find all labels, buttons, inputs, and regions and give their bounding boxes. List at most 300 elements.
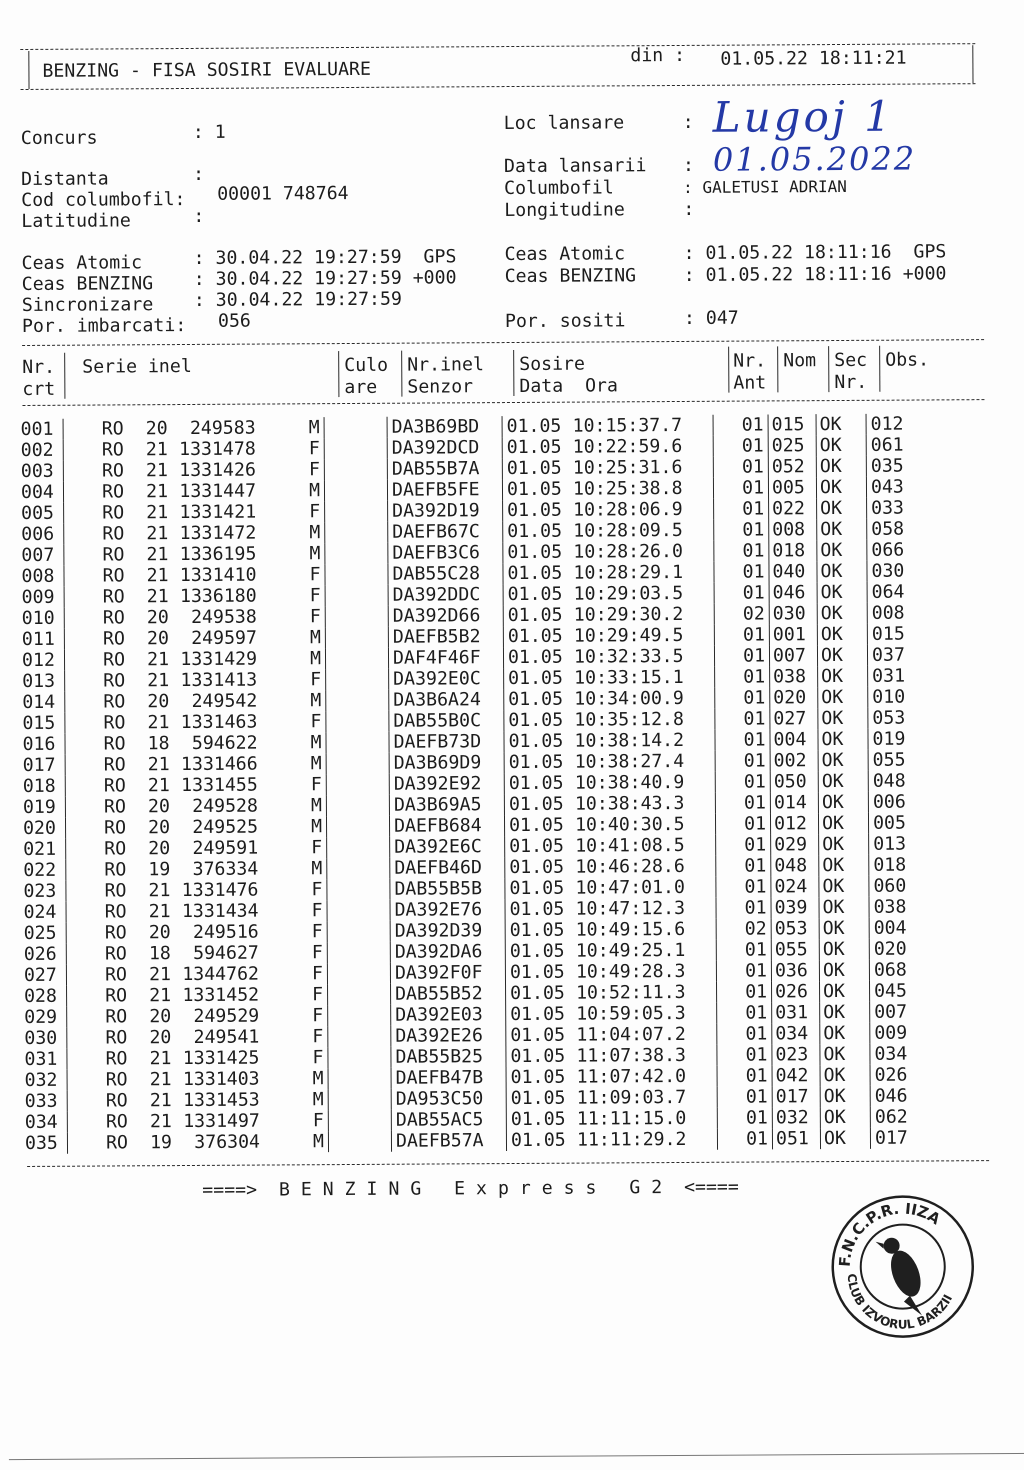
cell-sec: OK <box>817 519 867 540</box>
cell-date: 01.05 <box>504 689 575 710</box>
cell-ant: 01 <box>715 708 770 729</box>
cell-sex: F <box>312 1047 324 1069</box>
cell-sex: F <box>310 774 322 796</box>
cell-yy: 21 <box>149 985 172 1007</box>
cell-nom: 039 <box>771 897 819 918</box>
cell-time: 10:49:28.3 <box>575 960 686 983</box>
cell-sec: OK <box>819 918 869 939</box>
concurs-label: Concurs <box>20 127 98 150</box>
cell-nom: 018 <box>769 540 817 561</box>
cell-cc: RO <box>67 1111 130 1132</box>
th-sep-2 <box>338 351 339 397</box>
cell-time: 10:32:33.5 <box>573 645 684 668</box>
cell-yy: 21 <box>145 460 168 482</box>
th-nr-ant-1: Nr. <box>733 350 767 372</box>
cell-sensor: DA392E6C <box>390 836 505 858</box>
loc-lansare-colon: : <box>682 111 694 133</box>
cell-obs: 046 <box>870 1085 965 1107</box>
cell-nom: 012 <box>770 813 818 834</box>
porumbei-sositi-value: : 047 <box>683 307 739 329</box>
cell-sex: F <box>309 564 321 586</box>
cell-obs: 038 <box>869 896 964 918</box>
porumbei-imbarcati-value: 056 <box>217 310 251 332</box>
cell-nr: 029 <box>24 1006 58 1028</box>
cell-time: 10:25:38.8 <box>572 477 683 500</box>
cell-ant: 01 <box>714 624 769 645</box>
cell-obs: 058 <box>867 518 962 540</box>
cell-sex: M <box>310 690 322 712</box>
cell-cc: RO <box>66 859 129 880</box>
cell-yy: 20 <box>148 817 171 839</box>
ceas-atomic-start-value: : 30.04.22 19:27:59 GPS <box>193 246 457 269</box>
th-sosire-1: Sosire <box>519 353 585 375</box>
ceas-benzing-start-value: : 30.04.22 19:27:59 +000 <box>193 267 457 290</box>
cell-sex: F <box>310 711 322 733</box>
cell-sec: OK <box>816 456 866 477</box>
cell-cc: RO <box>67 1048 130 1069</box>
cell-nr: 034 <box>24 1111 58 1133</box>
cell-culoare <box>325 648 388 669</box>
cell-date: 01.05 <box>505 857 576 878</box>
cell-sec: OK <box>819 855 869 876</box>
cell-cc: RO <box>63 460 126 481</box>
cell-yy: 21 <box>146 502 169 524</box>
cell-time: 10:35:12.8 <box>574 708 684 731</box>
cell-culoare <box>328 1047 391 1068</box>
cell-obs: 053 <box>868 707 963 729</box>
th-sep-8 <box>879 346 880 392</box>
cell-nr: 032 <box>24 1069 58 1091</box>
cell-ant: 01 <box>715 792 770 813</box>
cell-date: 01.05 <box>506 1004 577 1025</box>
cell-obs: 005 <box>868 812 963 834</box>
cell-time: 10:34:00.9 <box>574 687 684 710</box>
cell-yy: 21 <box>148 880 171 902</box>
cell-cc: RO <box>64 565 127 586</box>
cell-date: 01.05 <box>506 1067 577 1088</box>
cell-nom: 048 <box>771 855 819 876</box>
cell-ring: 594627 <box>193 942 259 964</box>
report-title: BENZING - FISA SOSIRI EVALUARE <box>42 58 371 82</box>
cell-sensor: DAB55B52 <box>391 983 506 1005</box>
cell-sensor: DA3B69BD <box>387 416 502 438</box>
cell-sex: F <box>309 501 321 523</box>
header-bottom-border <box>21 83 976 90</box>
cell-sex: F <box>312 1005 324 1027</box>
cell-cc: RO <box>64 607 127 628</box>
cell-cc: RO <box>66 901 129 922</box>
stamp-bottom-text: CLUB IZVORUL BARZII <box>844 1272 956 1332</box>
cell-sensor: DAEFB46D <box>390 857 505 879</box>
cell-date: 01.05 <box>504 668 575 689</box>
cell-nr: 006 <box>21 523 55 546</box>
cell-yy: 20 <box>149 1006 172 1028</box>
cell-sec: OK <box>818 792 868 813</box>
cell-ant: 01 <box>715 687 770 708</box>
cell-ant: 01 <box>716 960 771 981</box>
cell-yy: 21 <box>146 544 169 566</box>
cell-date: 01.05 <box>505 941 576 962</box>
cell-nr: 012 <box>21 649 55 672</box>
cell-cc: RO <box>65 754 128 775</box>
porumbei-imbarcati-label: Por. imbarcati: <box>21 314 187 337</box>
cell-date: 01.05 <box>505 920 576 941</box>
th-sec-1: Sec <box>834 349 868 372</box>
cell-yy: 20 <box>145 418 168 440</box>
cell-ant: 02 <box>716 918 771 939</box>
cell-nr: 004 <box>20 481 54 504</box>
cell-date: 01.05 <box>502 479 573 500</box>
cell-ant: 01 <box>717 981 772 1002</box>
cell-sex: F <box>311 879 323 901</box>
cell-obs: 061 <box>866 434 961 456</box>
cell-culoare <box>328 1089 391 1110</box>
porumbei-sositi-label: Por. sositi <box>504 310 626 333</box>
th-nr-inel-1: Nr.inel <box>407 354 484 376</box>
loc-lansare-handwritten: Lugoj 1 <box>712 91 895 142</box>
cell-sensor: DAB55B5B <box>390 878 505 900</box>
cell-ant: 01 <box>714 498 769 519</box>
cell-sensor: DAEFB47B <box>391 1067 506 1089</box>
cell-sec: OK <box>820 1002 870 1023</box>
cell-nom: 024 <box>771 876 819 897</box>
cell-sex: F <box>312 1026 324 1048</box>
cell-time: 10:29:49.5 <box>573 624 684 647</box>
cell-nr: 018 <box>22 775 56 798</box>
th-sep-6 <box>777 346 778 392</box>
cell-culoare <box>326 753 389 774</box>
cell-yy: 20 <box>147 796 170 818</box>
cell-obs: 043 <box>866 476 961 498</box>
cell-cc: RO <box>66 880 129 901</box>
cell-sec: OK <box>819 981 869 1002</box>
cell-cc: RO <box>67 985 130 1006</box>
cell-sec: OK <box>819 939 869 960</box>
cell-nom: 038 <box>770 666 818 687</box>
cell-cc: RO <box>65 733 128 754</box>
cell-ring: 1331447 <box>179 480 257 503</box>
cell-sex: F <box>312 984 324 1006</box>
cell-sex: M <box>312 1089 324 1111</box>
cell-sensor: DAB55AC5 <box>391 1109 506 1131</box>
cell-obs: 062 <box>870 1106 965 1128</box>
cell-time: 10:38:14.2 <box>574 729 685 752</box>
cell-nr: 011 <box>21 628 55 651</box>
cell-time: 10:29:30.2 <box>573 603 684 626</box>
cell-culoare <box>325 606 388 627</box>
cell-yy: 21 <box>147 712 170 734</box>
cell-date: 01.05 <box>505 878 576 899</box>
cell-obs: 020 <box>869 938 964 960</box>
cell-obs: 026 <box>870 1064 965 1086</box>
cell-date: 01.05 <box>506 1109 577 1130</box>
cell-ant: 01 <box>714 540 769 561</box>
cell-nr: 035 <box>24 1132 58 1154</box>
cell-obs: 064 <box>867 581 962 603</box>
cell-nr: 014 <box>22 691 56 714</box>
cell-yy: 20 <box>146 607 169 629</box>
cell-time: 10:47:12.3 <box>575 897 686 920</box>
cell-sensor: DAF4F46F <box>388 647 503 669</box>
cell-time: 11:09:03.7 <box>576 1086 687 1109</box>
cell-nom: 046 <box>769 582 817 603</box>
cell-ant: 01 <box>715 666 770 687</box>
cell-sex: M <box>312 1131 325 1153</box>
cell-obs: 068 <box>869 959 964 981</box>
cell-ring: 249583 <box>189 417 256 439</box>
cell-culoare <box>325 543 388 564</box>
cell-date: 01.05 <box>503 521 574 542</box>
cell-yy: 21 <box>149 1069 172 1091</box>
cell-cc: RO <box>65 670 128 691</box>
cell-sec: OK <box>817 498 867 519</box>
page-bottom-edge <box>9 1453 1024 1460</box>
cell-time: 10:38:27.4 <box>574 750 685 773</box>
cell-ant: 01 <box>715 813 770 834</box>
cell-date: 01.05 <box>505 962 576 983</box>
arrivals-table-body <box>21 413 965 1154</box>
cell-culoare <box>326 711 389 732</box>
cell-nom: 004 <box>770 729 818 750</box>
cell-date: 01.05 <box>504 773 575 794</box>
cell-yy: 20 <box>148 922 171 944</box>
stamp-top-text: F.N.C.P.R. IIZA <box>835 1199 944 1268</box>
cell-date: 01.05 <box>504 794 575 815</box>
cell-sex: F <box>309 585 321 607</box>
cell-ring: 1331403 <box>182 1068 260 1091</box>
cell-ring: 1331497 <box>183 1110 260 1133</box>
cell-nom: 034 <box>772 1023 820 1044</box>
cell-sensor: DAEFB67C <box>388 521 503 543</box>
cell-time: 10:46:28.6 <box>575 855 685 878</box>
cell-ant: 01 <box>713 435 768 456</box>
cell-time: 10:22:59.6 <box>572 435 683 458</box>
table-header-bottom-border <box>22 399 984 406</box>
cell-date: 01.05 <box>503 605 574 626</box>
data-lansarii-colon: : <box>682 154 695 176</box>
cell-nom: 001 <box>769 624 817 645</box>
cell-time: 10:47:01.0 <box>575 876 685 899</box>
cell-ant: 01 <box>716 855 771 876</box>
cell-sec: OK <box>818 729 868 750</box>
club-stamp <box>829 1193 976 1340</box>
cell-cc: RO <box>67 1006 130 1027</box>
cell-cc: RO <box>63 481 126 502</box>
cell-sec: OK <box>818 750 868 771</box>
th-nr-ant-2: Ant <box>733 372 767 394</box>
cell-time: 10:49:15.6 <box>575 918 686 941</box>
cell-ant: 01 <box>714 561 769 582</box>
cell-yy: 21 <box>145 439 168 461</box>
cell-cc: RO <box>67 1132 130 1153</box>
cell-time: 10:25:31.6 <box>572 456 683 479</box>
cell-cc: RO <box>66 838 129 859</box>
cell-cc: RO <box>65 775 128 796</box>
cell-nr: 013 <box>22 670 56 693</box>
cell-obs: 007 <box>870 1001 965 1023</box>
ceas-benzing-start-label: Ceas BENZING <box>21 273 154 295</box>
th-sep-1 <box>64 353 65 399</box>
cell-culoare <box>325 564 388 585</box>
cell-sex: F <box>311 900 323 922</box>
cell-sensor: DA3B69A5 <box>389 794 504 816</box>
cell-cc: RO <box>67 1027 130 1048</box>
cell-sec: OK <box>819 960 869 981</box>
cell-nom: 055 <box>771 939 819 960</box>
cell-sec: OK <box>817 582 867 603</box>
cell-yy: 21 <box>148 964 172 986</box>
concurs-value: : 1 <box>192 121 226 143</box>
cell-date: 01.05 <box>506 1088 577 1109</box>
cell-yy: 21 <box>146 565 169 587</box>
cell-nr: 026 <box>23 943 57 965</box>
longitudine-value: : <box>683 198 695 220</box>
cell-yy: 18 <box>147 733 170 755</box>
cell-obs: 019 <box>868 728 963 750</box>
cell-culoare <box>324 417 387 438</box>
cell-obs: 004 <box>869 917 964 939</box>
cell-culoare <box>328 1110 391 1131</box>
cell-nr: 015 <box>22 712 56 735</box>
cell-sex: F <box>308 459 320 481</box>
cell-time: 10:49:25.1 <box>575 939 686 962</box>
cell-culoare <box>328 1005 391 1026</box>
cell-culoare <box>324 480 387 501</box>
cell-ant: 01 <box>717 1107 772 1128</box>
cell-cc: RO <box>63 439 126 460</box>
cell-nr: 020 <box>22 817 56 840</box>
cell-nr: 022 <box>23 859 57 882</box>
cell-yy: 19 <box>150 1132 173 1154</box>
cell-yy: 21 <box>146 586 169 608</box>
cell-ring: 249529 <box>193 1005 260 1027</box>
cell-yy: 20 <box>147 691 170 713</box>
cell-yy: 21 <box>149 1111 172 1133</box>
cell-obs: 034 <box>870 1043 965 1065</box>
cell-date: 01.05 <box>504 815 575 836</box>
cell-date: 01.05 <box>502 458 573 479</box>
cell-nom: 025 <box>768 435 816 456</box>
cell-nom: 052 <box>768 456 816 477</box>
cell-nom: 020 <box>770 687 818 708</box>
cell-ring: 1331455 <box>181 774 258 797</box>
cell-culoare <box>326 690 389 711</box>
cell-yy: 21 <box>148 901 171 923</box>
cell-ring: 1331425 <box>182 1047 260 1070</box>
cell-cc: RO <box>64 502 127 523</box>
cell-nom: 015 <box>768 414 816 435</box>
cell-nr: 027 <box>23 964 57 986</box>
cell-yy: 18 <box>148 943 171 965</box>
cell-yy: 21 <box>146 481 169 503</box>
cell-ring: 249538 <box>190 606 257 628</box>
cell-nr: 016 <box>22 733 56 756</box>
cell-time: 10:52:11.3 <box>576 981 686 1004</box>
cell-nom: 051 <box>772 1128 820 1149</box>
cell-nr: 033 <box>24 1090 58 1112</box>
cell-sensor: DA392F0F <box>390 962 505 984</box>
cell-culoare <box>326 816 389 837</box>
ceas-atomic-end-value: : 01.05.22 18:11:16 GPS <box>683 241 947 264</box>
cell-cc: RO <box>67 1090 130 1111</box>
cell-obs: 013 <box>869 833 964 855</box>
cell-culoare <box>326 669 389 690</box>
cell-nr: 031 <box>24 1048 58 1070</box>
cell-sex: F <box>311 942 323 964</box>
cell-sex: M <box>310 795 322 817</box>
cell-nom: 031 <box>772 1002 820 1023</box>
cell-yy: 21 <box>146 523 169 545</box>
th-sep-3 <box>401 351 402 397</box>
cell-yy: 21 <box>147 775 170 797</box>
cell-ant: 01 <box>714 582 769 603</box>
cell-sensor: DA392D19 <box>388 500 503 522</box>
sincronizare-label: Sincronizare <box>21 294 154 316</box>
header-left-border <box>28 51 29 89</box>
cell-date: 01.05 <box>504 752 575 773</box>
th-sep-5 <box>728 347 729 393</box>
cell-sec: OK <box>818 708 868 729</box>
cell-sex: M <box>311 858 323 880</box>
latitudine-label: Latitudine <box>21 210 131 233</box>
cell-ant: 01 <box>714 519 769 540</box>
cell-date: 01.05 <box>504 731 575 752</box>
th-culoare-2: are <box>344 376 378 399</box>
cell-ring: 249528 <box>192 795 258 817</box>
cell-sex: F <box>311 963 324 985</box>
cell-cc: RO <box>64 628 127 649</box>
cell-nr: 017 <box>22 754 56 777</box>
ceas-benzing-end-label: Ceas BENZING <box>504 265 637 288</box>
cell-ant: 01 <box>717 1065 772 1086</box>
cell-obs: 018 <box>869 854 964 876</box>
cell-sex: F <box>309 606 321 628</box>
cell-sensor: DAB55B7A <box>387 458 502 480</box>
cell-cc: RO <box>65 691 128 712</box>
cell-sensor: DA392DDC <box>388 584 503 606</box>
cell-time: 11:11:15.0 <box>576 1107 687 1130</box>
cell-obs: 017 <box>870 1127 965 1149</box>
cell-cc: RO <box>64 649 127 670</box>
cell-obs: 066 <box>867 539 962 561</box>
cell-sex: M <box>310 648 322 670</box>
cell-cc: RO <box>64 586 127 607</box>
cell-nr: 003 <box>20 460 54 483</box>
cell-sex: F <box>311 837 323 859</box>
cell-nr: 008 <box>21 565 55 588</box>
cell-date: 01.05 <box>505 899 576 920</box>
columbofil-label: Columbofil <box>504 177 614 200</box>
benzing-express-footer: ====> B E N Z I N G E x p r e s s G 2 <==== <box>202 1176 739 1201</box>
cell-culoare <box>327 900 390 921</box>
cell-sec: OK <box>820 1065 870 1086</box>
cell-culoare <box>327 963 390 984</box>
cell-nom: 036 <box>771 960 819 981</box>
cell-sensor: DA392E26 <box>391 1025 506 1047</box>
cell-date: 01.05 <box>503 542 574 563</box>
cell-obs: 006 <box>868 791 963 813</box>
cell-yy: 21 <box>147 754 170 776</box>
cell-obs: 031 <box>868 665 963 687</box>
cell-culoare <box>327 921 390 942</box>
cell-ring: 249542 <box>191 690 258 712</box>
cell-ant: 01 <box>713 414 768 435</box>
cell-sex: M <box>310 753 322 775</box>
cell-nom: 042 <box>772 1065 820 1086</box>
cell-ant: 01 <box>716 876 771 897</box>
cell-culoare <box>327 879 390 900</box>
cell-time: 11:04:07.2 <box>576 1023 686 1046</box>
